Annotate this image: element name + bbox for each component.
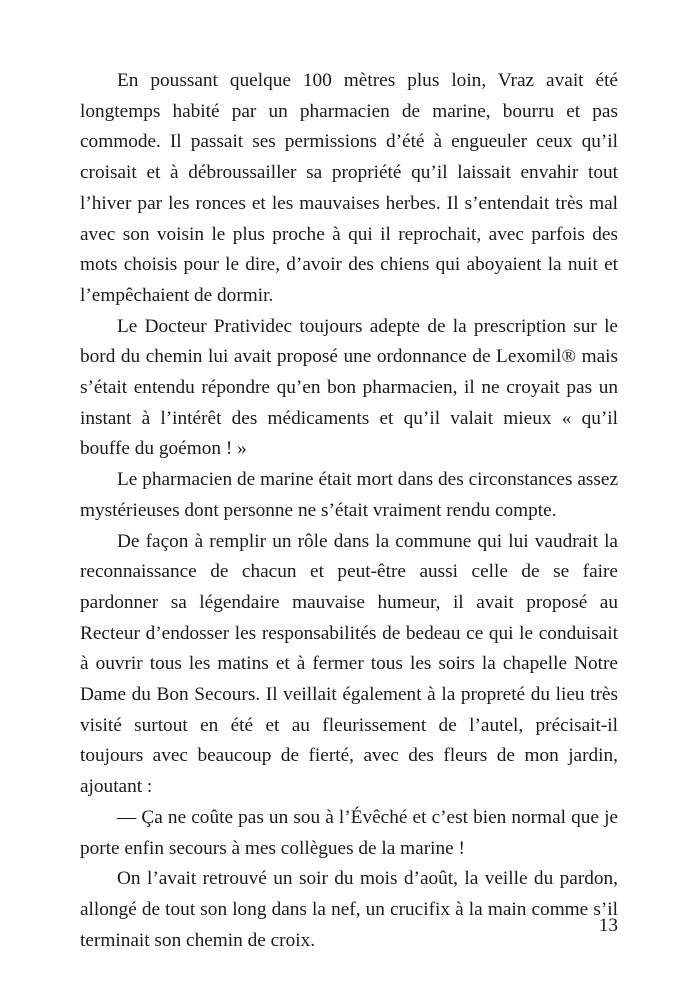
paragraph: Le Docteur Pratividec toujours adepte de la prescription sur le bord du chemin lui avait proposé une ordonnance de Lexomil® mais s’était entendu répondre qu’en bon pharmacien, il ne croyait pas un instant à l’intérêt des médicaments et qu’il valait mieux « qu’il bouffe du goémon ! » xyxy=(80,315,618,460)
paragraph-dialogue: — Ça ne coûte pas un sou à l’Évêché et c’est bien normal que je porte enfin secours à mes collègues de la marine ! xyxy=(80,806,618,859)
book-page-text xyxy=(80,66,618,956)
paragraph: Le pharmacien de marine était mort dans des circonstances assez mystérieuses dont personne ne s’était vraiment rendu compte. xyxy=(80,469,618,521)
paragraph: On l’avait retrouvé un soir du mois d’août, la veille du pardon, allongé de tout son long dans la nef, un crucifix à la main comme s’il terminait son chemin de croix. xyxy=(80,868,618,951)
paragraph: En poussant quelque 100 mètres plus loin, Vraz avait été longtemps habité par un pharmacien de marine, bourru et pas commode. Il passait ses permissions d’été à engueuler ceux qu’il croisait et à débroussailler sa propriété qu’il laissait envahir tout l’hiver par les ronces et les mauvaises herbes. Il s’entendait très mal avec son voisin le plus proche à qui il reprochait, avec parfois des mots choisis pour le dire, d’avoir des chiens qui aboyaient la nuit et l’empêchaient de dormir. xyxy=(80,70,618,306)
page-number: 13 xyxy=(598,915,618,936)
paragraph: De façon à remplir un rôle dans la commune qui lui vaudrait la reconnaissance de chacun et peut-être aussi celle de se faire pardonner sa légendaire mauvaise humeur, il avait proposé au Recteur d’endosser les responsabilités de bedeau ce qui le conduisait à ouvrir tous les matins et à fermer tous les soirs la chapelle Notre Dame du Bon Secours. Il veillait également à la propreté du lieu très visité surtout en été et au fleurissement de l’autel, précisait-il toujours avec beaucoup de fierté, avec des fleurs de mon jardin, ajoutant : xyxy=(80,530,618,798)
